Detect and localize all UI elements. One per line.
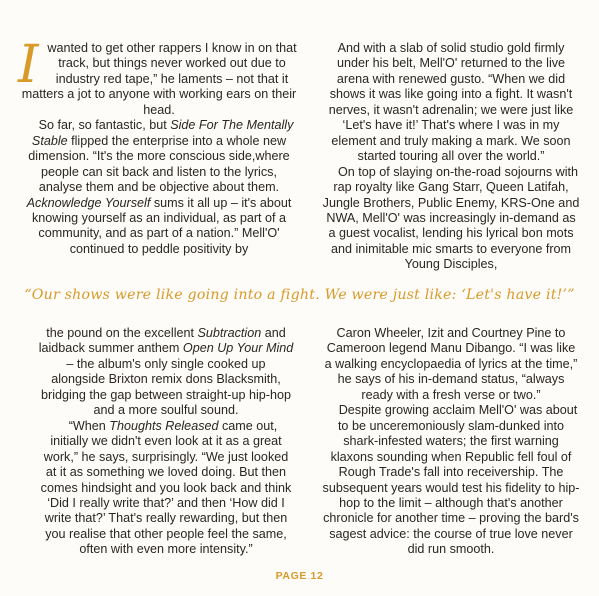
paragraph-text: – the album's only single cooked up alongside Brixton remix dons Blacksmith, bridging the gap between straight-up hip-hop and a more soulful sound. <box>41 356 291 418</box>
paragraph <box>38 419 294 558</box>
paragraph-text: So far, so fantastic, but <box>38 118 171 133</box>
paragraph: Despite growing acclaim Mell'O' was about to be unceremoniously slam-dunked into shark-infested waters; the first warning klaxons sounding when Republic fell foul of Rough Trade's fall into receivership. The subsequent years would test his fidelity to hip-hop to the limit – although that's another chronicle for another time – proving the bard's sagest advice: the course of true love never did run smooth. <box>322 403 580 557</box>
paragraph-text: sums it all up – it's about knowing yourself as an individual, as part of a community, and as part of a nation.” Mell'O' continued to peddle positivity by <box>31 195 292 256</box>
paragraph: On top of slaying on-the-road sojourns with rap royalty like Gang Starr, Queen Latifah, Jungle Brothers, Public Enemy, KRS-One and NWA, Mell'O' was increasingly in-demand as a guest vocalist, lending his lyrical bon mots and inimitable mic smarts to everyone from Young Disciples, <box>322 164 580 272</box>
paragraph: And with a slab of solid studio gold firmly under his belt, Mell'O' returned to the live arena with renewed gusto. “When we did shows it was like going into a fight. It wasn't nerves, it wasn't adrenalin; we were just like ‘Let's have it!’ That's where I was in my element and truly making a mark. We soon started touring all over the world.” <box>328 41 574 164</box>
album-title: Thoughts Released <box>109 418 219 433</box>
paragraph-text: flipped the enterprise into a whole new dimension. “It's the more conscious side,where people can sit back and listen to the lyrics, analyse them and be objective about them. <box>28 133 290 195</box>
track-title: Subtraction <box>197 326 262 340</box>
paragraph-text: the pound on the excellent <box>46 326 198 340</box>
paragraph-text: came out, initially we didn't even look at it as a great work,” he says, surprisingly. “We just looked at it as something we loved doing. But then comes hindsight and you look back and think ‘Did I really write that?’ and then ‘How did I write that?’ That's really rewarding, but then you realise that other people feel the same, often with even more intensity.” <box>40 418 292 557</box>
column-top-right <box>322 41 580 273</box>
pull-quote: “Our shows were like going into a fight. We were just like: ‘Let's have it!’” <box>24 287 575 303</box>
paragraph: Caron Wheeler, Izit and Courtney Pine to Cameroon legend Manu Dibango. “I was like a walking encyclopaedia of lyrics at the time,” he says of his in-demand status, “always ready with a fresh verse or two.” <box>324 326 578 402</box>
paragraph-text: “When <box>68 418 110 433</box>
track-title: Acknowledge Yourself <box>26 195 151 210</box>
column-top-left <box>18 35 300 257</box>
paragraph <box>18 35 300 118</box>
paragraph-text: and laidback summer anthem <box>38 326 286 356</box>
drop-cap: I <box>18 35 39 95</box>
paragraph <box>38 326 294 419</box>
album-title: Side For The Mentally Stable <box>31 118 294 148</box>
paragraph <box>18 118 300 257</box>
column-bottom-right <box>322 326 580 558</box>
track-title: Open Up Your Mind <box>182 341 294 356</box>
column-bottom-left <box>38 326 294 558</box>
page-number: PAGE 12 <box>275 570 324 582</box>
paragraph-text: wanted to get other rappers I know in on that track, but things never worked out due to industry red tape,” he laments – not that it matters a jot to anyone with working ears on their head. <box>21 41 297 117</box>
